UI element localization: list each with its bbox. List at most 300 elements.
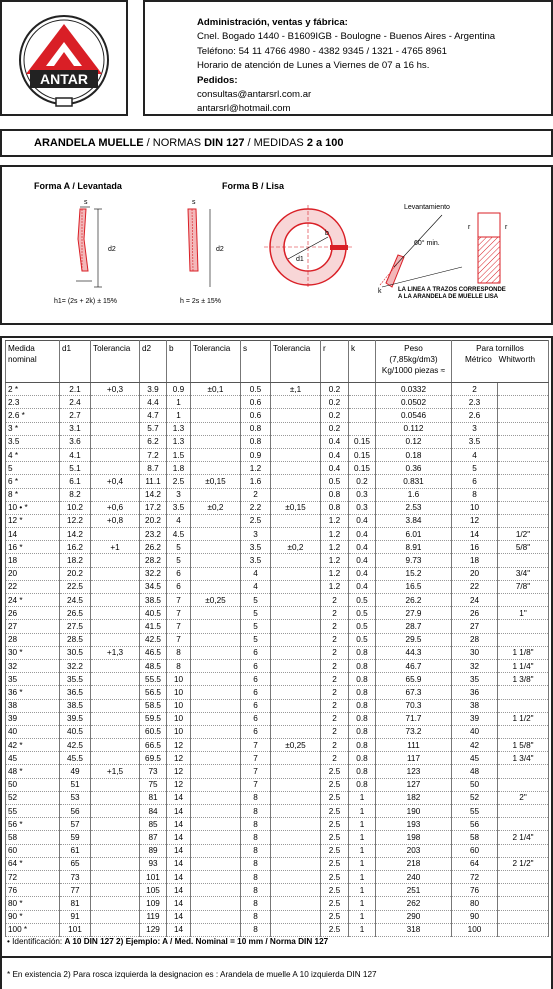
- table-cell: [91, 607, 140, 620]
- technical-diagram: [0, 165, 553, 325]
- table-cell: [91, 910, 140, 923]
- table-cell: [271, 396, 321, 409]
- table-cell: 8: [167, 646, 191, 659]
- table-cell: 0.8: [349, 725, 376, 738]
- table-cell: 32.2: [140, 567, 167, 580]
- table-cell: 0.4: [349, 567, 376, 580]
- table-cell: [91, 778, 140, 791]
- table-cell: [271, 844, 321, 857]
- table-cell: 14: [167, 857, 191, 870]
- table-cell: 72: [452, 870, 498, 883]
- table-cell: [191, 646, 241, 659]
- table-cell: 0.2: [321, 396, 349, 409]
- table-cell: 24: [452, 594, 498, 607]
- table-cell: 60: [452, 844, 498, 857]
- table-cell: [271, 448, 321, 461]
- table-cell: 0.0332: [376, 383, 452, 396]
- table-cell: ±0,15: [191, 475, 241, 488]
- table-cell: 0.4: [349, 528, 376, 541]
- table-cell: 1: [349, 857, 376, 870]
- table-cell: 8: [241, 870, 271, 883]
- table-cell: 67.3: [376, 686, 452, 699]
- table-row: [6, 594, 549, 607]
- table-row: [6, 805, 549, 818]
- table-cell: 3.9: [140, 383, 167, 396]
- col-tornillos: Para tornillos Métrico Whitworth: [452, 341, 549, 383]
- table-cell: [498, 818, 549, 831]
- table-cell: 8: [241, 791, 271, 804]
- table-cell: [271, 897, 321, 910]
- table-cell: 262: [376, 897, 452, 910]
- table-cell: 24 *: [6, 594, 60, 607]
- table-cell: 50: [6, 778, 60, 791]
- table-cell: 2.5: [321, 778, 349, 791]
- table-cell: [191, 831, 241, 844]
- table-cell: 1.2: [321, 528, 349, 541]
- table-cell: [271, 765, 321, 778]
- table-row: [6, 686, 549, 699]
- col-tol-d1: Tolerancia: [91, 341, 140, 383]
- table-cell: [191, 633, 241, 646]
- table-row: [6, 554, 549, 567]
- table-cell: 14: [167, 910, 191, 923]
- table-cell: 0.15: [349, 462, 376, 475]
- table-cell: [271, 435, 321, 448]
- table-cell: 53: [60, 791, 91, 804]
- table-cell: [498, 778, 549, 791]
- table-cell: 100: [452, 923, 498, 936]
- identification-note: • Identificación: A 10 DIN 127 2) Ejemplo: A / Med. Nominal = 10 mm / Norma DIN 127: [7, 937, 329, 946]
- table-row: [6, 448, 549, 461]
- table-cell: [271, 620, 321, 633]
- table-cell: 44.3: [376, 646, 452, 659]
- table-cell: [191, 554, 241, 567]
- table-cell: [91, 659, 140, 672]
- table-cell: [191, 686, 241, 699]
- table-cell: 203: [376, 844, 452, 857]
- table-cell: 77: [60, 884, 91, 897]
- table-cell: [271, 673, 321, 686]
- table-cell: 14.2: [60, 528, 91, 541]
- table-cell: [271, 712, 321, 725]
- table-cell: 193: [376, 818, 452, 831]
- table-header-row: [6, 341, 549, 383]
- table-cell: 7: [167, 620, 191, 633]
- table-cell: ±0,2: [191, 501, 241, 514]
- table-cell: 48 *: [6, 765, 60, 778]
- table-cell: ±0,1: [191, 383, 241, 396]
- table-cell: 8: [241, 857, 271, 870]
- email-link-2[interactable]: antarsrl@hotmail.com: [197, 103, 291, 115]
- table-cell: [271, 633, 321, 646]
- table-cell: 18.2: [60, 554, 91, 567]
- table-cell: [498, 448, 549, 461]
- table-cell: [91, 396, 140, 409]
- table-cell: 1 5/8": [498, 739, 549, 752]
- table-cell: 26: [6, 607, 60, 620]
- table-cell: 57: [60, 818, 91, 831]
- table-cell: 28: [6, 633, 60, 646]
- table-cell: 10 • *: [6, 501, 60, 514]
- table-cell: 7: [167, 594, 191, 607]
- table-cell: 1: [349, 870, 376, 883]
- table-row: [6, 607, 549, 620]
- table-cell: 1.6: [241, 475, 271, 488]
- table-row: [6, 501, 549, 514]
- table-cell: 48: [452, 765, 498, 778]
- table-row: [6, 791, 549, 804]
- table-cell: 2.5: [321, 818, 349, 831]
- table-cell: [349, 422, 376, 435]
- table-cell: 1: [349, 897, 376, 910]
- table-cell: 6: [167, 567, 191, 580]
- table-cell: 2.5: [321, 897, 349, 910]
- table-cell: 2.7: [60, 409, 91, 422]
- table-cell: 10: [167, 712, 191, 725]
- table-cell: 1": [498, 607, 549, 620]
- table-cell: 2: [321, 686, 349, 699]
- table-cell: [271, 594, 321, 607]
- table-cell: [191, 818, 241, 831]
- form-b-d2: d2: [216, 246, 224, 253]
- table-row: [6, 844, 549, 857]
- table-cell: 5: [167, 554, 191, 567]
- contact-phone: Teléfono: 54 11 4766 4980 - 4382 9345 / 1321 - 4765 8961: [197, 45, 448, 57]
- table-cell: 27.9: [376, 607, 452, 620]
- footer-divider: [2, 956, 551, 958]
- table-row: [6, 659, 549, 672]
- table-cell: 4 *: [6, 448, 60, 461]
- table-cell: [191, 844, 241, 857]
- table-cell: [349, 409, 376, 422]
- table-cell: [271, 910, 321, 923]
- table-cell: [498, 396, 549, 409]
- table-cell: 66.5: [140, 739, 167, 752]
- table-cell: 0.0502: [376, 396, 452, 409]
- table-cell: [498, 422, 549, 435]
- table-row: [6, 620, 549, 633]
- table-cell: 89: [140, 844, 167, 857]
- table-row: [6, 580, 549, 593]
- table-cell: 32: [6, 659, 60, 672]
- table-cell: 1.5: [167, 448, 191, 461]
- table-cell: ±,1: [271, 383, 321, 396]
- table-cell: 5/8": [498, 541, 549, 554]
- table-cell: [498, 554, 549, 567]
- table-cell: 28.7: [376, 620, 452, 633]
- r-label-right: r: [505, 224, 508, 231]
- table-cell: 2: [321, 739, 349, 752]
- table-row: [6, 567, 549, 580]
- table-cell: [91, 528, 140, 541]
- table-cell: 1: [349, 910, 376, 923]
- table-cell: [191, 712, 241, 725]
- table-cell: 0.4: [349, 580, 376, 593]
- table-cell: 1.2: [241, 462, 271, 475]
- table-cell: 35.5: [60, 673, 91, 686]
- table-cell: 129: [140, 923, 167, 936]
- table-cell: 14: [167, 897, 191, 910]
- table-cell: [191, 659, 241, 672]
- table-cell: 7: [241, 778, 271, 791]
- table-cell: 4.5: [167, 528, 191, 541]
- table-cell: 0.4: [349, 541, 376, 554]
- table-cell: 5: [167, 541, 191, 554]
- table-cell: 5: [241, 594, 271, 607]
- table-cell: 6: [241, 646, 271, 659]
- table-cell: 0.15: [349, 448, 376, 461]
- table-cell: 16.5: [376, 580, 452, 593]
- form-a-d2: d2: [108, 246, 116, 253]
- table-cell: 4: [452, 448, 498, 461]
- table-cell: [191, 791, 241, 804]
- table-cell: 45.5: [60, 752, 91, 765]
- table-cell: 48.5: [140, 659, 167, 672]
- table-cell: 2.5: [241, 514, 271, 527]
- table-cell: 123: [376, 765, 452, 778]
- table-cell: 182: [376, 791, 452, 804]
- table-cell: 52: [6, 791, 60, 804]
- table-cell: [91, 580, 140, 593]
- table-cell: 22.5: [60, 580, 91, 593]
- table-cell: 290: [376, 910, 452, 923]
- table-cell: [91, 712, 140, 725]
- spec-table-box: [0, 336, 553, 989]
- table-cell: [91, 791, 140, 804]
- table-cell: 22: [6, 580, 60, 593]
- table-row: [6, 778, 549, 791]
- table-cell: 2: [321, 673, 349, 686]
- table-cell: 76: [452, 884, 498, 897]
- table-cell: [349, 383, 376, 396]
- table-cell: 38.5: [60, 699, 91, 712]
- table-cell: 14: [167, 831, 191, 844]
- table-cell: 84: [140, 805, 167, 818]
- table-cell: 7/8": [498, 580, 549, 593]
- table-cell: 0.15: [349, 435, 376, 448]
- stock-note: * En existencia 2) Para rosca izquierda la designacion es : Arandela de muelle A 10 izquierda DIN 127: [7, 970, 377, 979]
- table-cell: 1: [349, 831, 376, 844]
- table-cell: 70.3: [376, 699, 452, 712]
- table-cell: 1 3/8": [498, 673, 549, 686]
- table-cell: [91, 844, 140, 857]
- table-cell: [498, 699, 549, 712]
- table-cell: 90 *: [6, 910, 60, 923]
- table-row: [6, 396, 549, 409]
- table-cell: 4: [167, 514, 191, 527]
- table-cell: [271, 725, 321, 738]
- table-cell: [498, 805, 549, 818]
- table-cell: 8.7: [140, 462, 167, 475]
- title-sep-2: / MEDIDAS: [244, 137, 307, 149]
- table-cell: 1.3: [167, 435, 191, 448]
- table-cell: 16.2: [60, 541, 91, 554]
- table-cell: [191, 765, 241, 778]
- table-cell: 0.0546: [376, 409, 452, 422]
- table-cell: +0,3: [91, 383, 140, 396]
- table-cell: 117: [376, 752, 452, 765]
- table-cell: 2 1/2": [498, 857, 549, 870]
- table-cell: 1: [349, 844, 376, 857]
- table-cell: 2.5: [167, 475, 191, 488]
- table-cell: 0.8: [349, 659, 376, 672]
- col-medida: Medida nominal: [6, 341, 60, 383]
- table-cell: [191, 699, 241, 712]
- table-cell: 0.8: [349, 699, 376, 712]
- table-cell: 2.3: [452, 396, 498, 409]
- table-cell: 8: [241, 923, 271, 936]
- table-cell: 39: [452, 712, 498, 725]
- table-cell: 20.2: [140, 514, 167, 527]
- table-cell: 30 *: [6, 646, 60, 659]
- table-cell: [91, 884, 140, 897]
- col-peso: Peso (7,85kg/dm3) Kg/1000 piezas ≈: [376, 341, 452, 383]
- table-row: [6, 910, 549, 923]
- table-cell: [91, 594, 140, 607]
- table-cell: 12: [167, 765, 191, 778]
- table-cell: [91, 448, 140, 461]
- table-cell: [191, 910, 241, 923]
- table-cell: +0,6: [91, 501, 140, 514]
- table-cell: 85: [140, 818, 167, 831]
- table-cell: 0.2: [349, 475, 376, 488]
- table-cell: 39.5: [60, 712, 91, 725]
- table-cell: 7: [241, 752, 271, 765]
- table-row: [6, 699, 549, 712]
- table-cell: [191, 580, 241, 593]
- table-cell: 28: [452, 633, 498, 646]
- table-cell: 0.8: [349, 686, 376, 699]
- table-cell: 0.9: [167, 383, 191, 396]
- table-cell: 32.2: [60, 659, 91, 672]
- table-cell: 52: [452, 791, 498, 804]
- table-cell: 8: [452, 488, 498, 501]
- table-cell: [271, 778, 321, 791]
- table-cell: 2.2: [241, 501, 271, 514]
- table-cell: 49: [60, 765, 91, 778]
- table-cell: 0.8: [241, 435, 271, 448]
- logo-text: ANTAR: [40, 71, 88, 87]
- table-cell: [91, 739, 140, 752]
- table-cell: 4.7: [140, 409, 167, 422]
- table-cell: [191, 514, 241, 527]
- table-cell: [271, 580, 321, 593]
- table-cell: [191, 778, 241, 791]
- table-cell: 1.3: [167, 422, 191, 435]
- table-cell: 40: [452, 725, 498, 738]
- table-cell: [191, 857, 241, 870]
- table-cell: 0.5: [349, 594, 376, 607]
- table-cell: [271, 805, 321, 818]
- table-cell: 56 *: [6, 818, 60, 831]
- email-link-1[interactable]: consultas@antarsrl.com.ar: [197, 89, 312, 101]
- table-cell: 10: [167, 699, 191, 712]
- contact-box: [143, 0, 553, 116]
- table-cell: 7.2: [140, 448, 167, 461]
- contact-hours: Horario de atención de Lunes a Viernes de 07 a 16 hs.: [197, 60, 430, 72]
- table-cell: 8: [241, 844, 271, 857]
- table-cell: 2.5: [321, 910, 349, 923]
- table-cell: 0.5: [349, 620, 376, 633]
- table-cell: [191, 805, 241, 818]
- table-row: [6, 870, 549, 883]
- table-cell: 0.8: [321, 488, 349, 501]
- table-cell: [498, 910, 549, 923]
- table-cell: [271, 659, 321, 672]
- table-cell: 7: [241, 739, 271, 752]
- table-cell: [271, 923, 321, 936]
- table-row: [6, 857, 549, 870]
- table-cell: 2.5: [321, 870, 349, 883]
- table-cell: [91, 554, 140, 567]
- table-cell: 58.5: [140, 699, 167, 712]
- table-cell: 2: [321, 633, 349, 646]
- table-cell: 17.2: [140, 501, 167, 514]
- table-cell: 6: [241, 686, 271, 699]
- table-cell: 5: [452, 462, 498, 475]
- table-cell: 58: [6, 831, 60, 844]
- table-cell: 46.7: [376, 659, 452, 672]
- table-cell: 5.7: [140, 422, 167, 435]
- table-cell: 26: [452, 607, 498, 620]
- table-cell: [191, 422, 241, 435]
- table-cell: +1: [91, 541, 140, 554]
- table-cell: 6: [241, 699, 271, 712]
- table-cell: ±0,25: [191, 594, 241, 607]
- table-cell: [191, 752, 241, 765]
- table-row: [6, 488, 549, 501]
- table-cell: 109: [140, 897, 167, 910]
- table-row: [6, 818, 549, 831]
- table-cell: 1 1/2": [498, 712, 549, 725]
- table-cell: 2.5: [321, 805, 349, 818]
- table-cell: ±0,25: [271, 739, 321, 752]
- table-cell: 7: [241, 765, 271, 778]
- table-cell: 1: [167, 409, 191, 422]
- table-cell: 6: [452, 475, 498, 488]
- col-r: r: [321, 341, 349, 383]
- table-cell: [91, 699, 140, 712]
- table-cell: +0,4: [91, 475, 140, 488]
- table-cell: [271, 884, 321, 897]
- table-cell: 27: [6, 620, 60, 633]
- table-cell: 0.831: [376, 475, 452, 488]
- table-cell: 251: [376, 884, 452, 897]
- table-cell: 101: [140, 870, 167, 883]
- table-cell: 12: [452, 514, 498, 527]
- table-cell: 56: [60, 805, 91, 818]
- table-cell: 2: [321, 712, 349, 725]
- table-cell: 0.3: [349, 488, 376, 501]
- table-row: [6, 831, 549, 844]
- table-row: [6, 712, 549, 725]
- col-k: k: [349, 341, 376, 383]
- table-cell: 2: [321, 725, 349, 738]
- ring-d1: d1: [296, 256, 304, 263]
- table-cell: 6: [241, 712, 271, 725]
- table-cell: 12: [167, 778, 191, 791]
- norm-name: DIN 127: [204, 137, 245, 149]
- table-cell: 1/2": [498, 528, 549, 541]
- table-cell: 72: [6, 870, 60, 883]
- table-cell: 2.6 *: [6, 409, 60, 422]
- table-cell: [191, 567, 241, 580]
- table-cell: 2: [241, 488, 271, 501]
- table-cell: 10: [167, 673, 191, 686]
- table-cell: 1: [349, 791, 376, 804]
- formula-a: h1= (2s + 2k) ± 15%: [54, 298, 117, 305]
- table-cell: [271, 422, 321, 435]
